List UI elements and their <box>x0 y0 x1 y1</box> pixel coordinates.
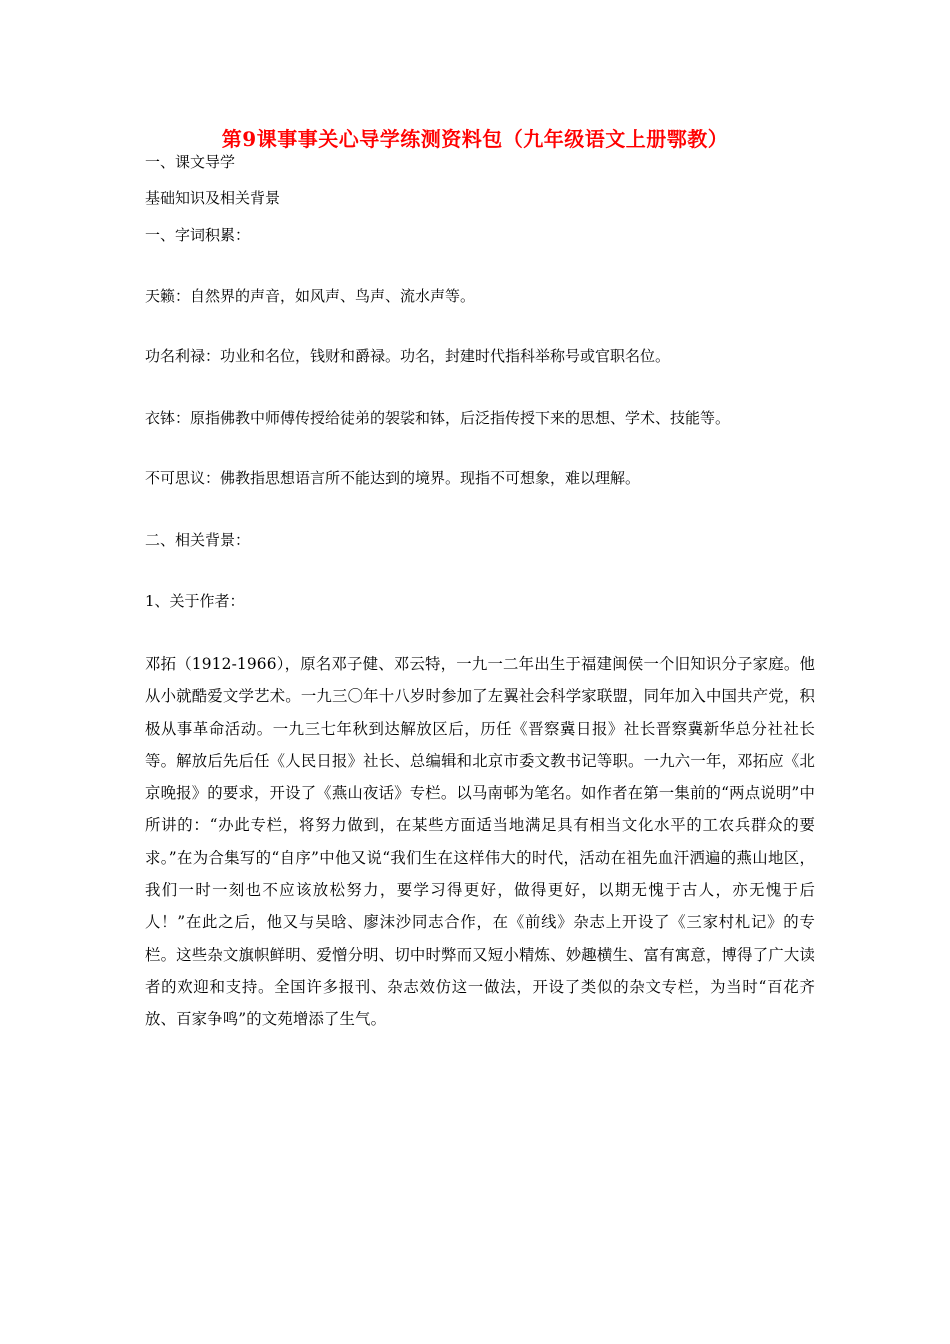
document-title: 第9课事事关心导学练测资料包（九年级语文上册鄂教） <box>221 127 729 151</box>
vocab-item-tianlai: 天籁：自然界的声音，如风声、鸟声、流水声等。 <box>145 287 476 305</box>
vocab-item-gongming: 功名利禄：功业和名位，钱财和爵禄。功名，封建时代指科举称号或官职名位。 <box>145 347 671 365</box>
section-heading-guide: 一、课文导学 <box>145 153 236 171</box>
author-heading: 1、关于作者： <box>145 592 245 610</box>
background-heading: 二、相关背景： <box>145 531 251 549</box>
author-paragraph: 邓拓（1912-1966），原名邓子健、邓云特，一九一二年出生于福建闽侯一个旧知识分子家庭。他从小就酷爱文学艺术。一九三〇年十八岁时参加了左翼社会科学家联盟，同年加入中国共产党，积极从事革命活动。一九三七年秋到达解放区后，历任《晋察冀日报》社长晋察冀新华总分社社长等。解放后先后任《人民日报》社长、总编辑和北京市委文教书记等职。一九六一年，邓拓应《北京晚报》的要求，开设了《燕山夜话》专栏。以马南邨为笔名。如作者在第一集前的“两点说明”中所讲的：“办此专栏，将努力做到，在某些方面适当地满足具有相当文化水平的工农兵群众的要求。”在为合集写的“自序”中他又说“我们生在这样伟大的时代，活动在祖先血汗洒遍的燕山地区，我们一时一刻也不应该放松努力，要学习得更好，做得更好，以期无愧于古人，亦无愧于后人！”在此之后，他又与吴晗、廖沫沙同志合作，在《前线》杂志上开设了《三家村札记》的专栏。这些杂文旗帜鲜明、爱憎分明、切中时弊而又短小精炼、妙趣横生、富有寓意，博得了广大读者的欢迎和支持。全国许多报刊、杂志效仿这一做法，开设了类似的杂文专栏，为当时“百花齐放、百家争鸣”的文苑增添了生气。 <box>145 655 815 1029</box>
vocab-item-yibo: 衣钵：原指佛教中师傅传授给徒弟的袈裟和钵，后泛指传授下来的思想、学术、技能等。 <box>145 409 731 427</box>
subsection-heading-basics: 基础知识及相关背景 <box>145 189 281 207</box>
vocab-item-bukesiyi: 不可思议：佛教指思想语言所不能达到的境界。现指不可想象，难以理解。 <box>145 469 641 487</box>
vocab-heading: 一、字词积累： <box>145 226 251 244</box>
